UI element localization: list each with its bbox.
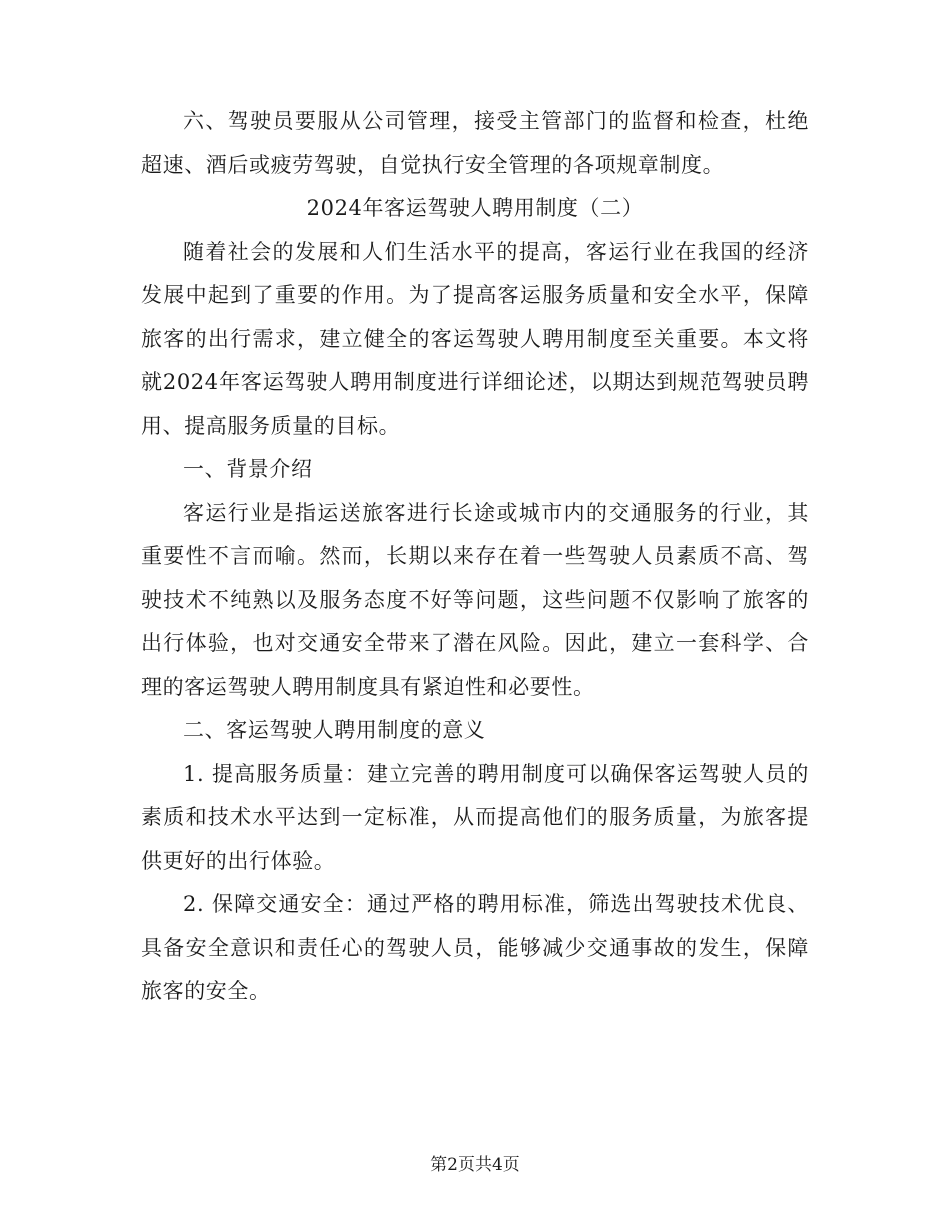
page-number-footer: 第2页共4页	[430, 1155, 520, 1175]
section-title: 2024年客运驾驶人聘用制度（二）	[306, 196, 644, 220]
heading-background: 一、背景介绍	[183, 457, 313, 481]
paragraph-point-1: 1. 提高服务质量：建立完善的聘用制度可以确保客运驾驶人员的素质和技术水平达到一定标准，从而提高他们的服务质量，为旅客提供更好的出行体验。	[141, 761, 809, 873]
paragraph-intro: 随着社会的发展和人们生活水平的提高，客运行业在我国的经济发展中起到了重要的作用。为了提高客运服务质量和安全水平，保障旅客的出行需求，建立健全的客运驾驶人聘用制度至关重要。本文将就2024年客运驾驶人聘用制度进行详细论述，以期达到规范驾驶员聘用、提高服务质量的目标。	[141, 239, 809, 438]
paragraph-background: 客运行业是指运送旅客进行长途或城市内的交通服务的行业，其重要性不言而喻。然而，长期以来存在着一些驾驶人员素质不高、驾驶技术不纯熟以及服务态度不好等问题，这些问题不仅影响了旅客的出行体验，也对交通安全带来了潜在风险。因此，建立一套科学、合理的客运驾驶人聘用制度具有紧迫性和必要性。	[141, 500, 809, 699]
heading-significance: 二、客运驾驶人聘用制度的意义	[183, 718, 486, 742]
paragraph-point-2: 2. 保障交通安全：通过严格的聘用标准，筛选出驾驶技术优良、具备安全意识和责任心的驾驶人员，能够减少交通事故的发生，保障旅客的安全。	[141, 892, 809, 1003]
paragraph-rule-six: 六、驾驶员要服从公司管理，接受主管部门的监督和检查，杜绝超速、酒后或疲劳驾驶，自觉执行安全管理的各项规章制度。	[141, 109, 809, 177]
document-body	[141, 100, 809, 1014]
